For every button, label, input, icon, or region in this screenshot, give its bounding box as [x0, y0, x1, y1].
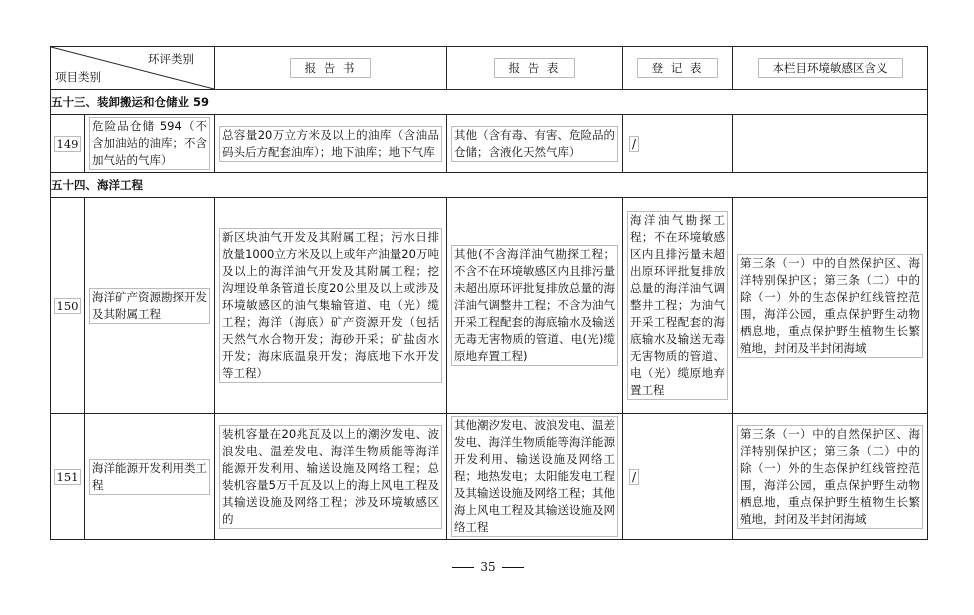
register-form-criteria: /: [623, 115, 733, 173]
report-form-criteria: 其他潮汐发电、波浪发电、温差发电、海洋生物质能等海洋能源开发利用、输送设施及网络工程；地热发电；太阳能发电工程及其输送设施及网络工程；其他海上风电工程及其输送设施及网络工程: [447, 414, 623, 540]
row-number: 150: [51, 198, 85, 414]
footer-dash-right: [502, 567, 524, 568]
environmental-assessment-table: [50, 46, 928, 540]
project-category: 海洋矿产资源勘探开发及其附属工程: [85, 198, 215, 414]
table-row: [51, 115, 928, 173]
section-title-row: [51, 173, 928, 198]
register-form-criteria: /: [623, 414, 733, 540]
report-book-criteria: 装机容量在20兆瓦及以上的潮汐发电、波浪发电、温差发电、海洋生物质能等海洋能源开发利用、输送设施及网络工程；总装机容量5万千瓦及以上的海上风电工程及其输送设施及网络工程；涉及环境敏感区的: [215, 414, 447, 540]
page-number: 35: [480, 560, 496, 574]
sensitive-area-definition: [733, 115, 928, 173]
footer-dash-left: [452, 567, 474, 568]
sensitive-area-definition: 第三条（一）中的自然保护区、海洋特别保护区；第三条（二）中的除（一）外的生态保护红线管控范围，海洋公园，重点保护野生动物栖息地，重点保护野生植物生长繁殖地，封闭及半封闭海域: [733, 414, 928, 540]
header-report-book: 报 告 书: [215, 47, 447, 90]
diagonal-header-cell: [51, 47, 215, 90]
section-title: 五十三、装卸搬运和仓储业 59: [51, 90, 928, 115]
row-number: 149: [51, 115, 85, 173]
assessment-category-label: 环评类别: [148, 52, 194, 66]
register-form-criteria: 海洋油气勘探工程；不在环境敏感区内且排污量未超出原环评批复排放总量的海洋油气调整井工程；为油气开采工程配套的海底输水及输送无毒无害物质的管道、电（光）缆原地弃置工程: [623, 198, 733, 414]
report-book-criteria: 总容量20万立方米及以上的油库（含油品码头后方配套油库）；地下油库；地下气库: [215, 115, 447, 173]
project-category: 海洋能源开发利用类工程: [85, 414, 215, 540]
sensitive-area-definition: 第三条（一）中的自然保护区、海洋特别保护区；第三条（二）中的除（一）外的生态保护红线管控范围，海洋公园，重点保护野生动物栖息地，重点保护野生植物生长繁殖地，封闭及半封闭海域: [733, 198, 928, 414]
section-title: 五十四、海洋工程: [51, 173, 928, 198]
table-row: [51, 414, 928, 540]
section-title-row: [51, 90, 928, 115]
header-row: [51, 47, 928, 90]
row-number: 151: [51, 414, 85, 540]
report-book-criteria: 新区块油气开发及其附属工程；污水日排放量1000立方米及以上或年产油量20万吨及以上的海洋油气开发及其附属工程；挖沟埋设单条管道长度20公里及以上或涉及环境敏感区的油气集输管道、电（光）缆工程；海洋（海底）矿产资源开发（包括天然气水合物开发；海砂开采；矿盐卤水开发；海床底温泉开发；海底地下水开发等工程）: [215, 198, 447, 414]
table-row: [51, 198, 928, 414]
report-form-criteria: 其他（含有毒、有害、危险品的仓储；含液化天然气库）: [447, 115, 623, 173]
page-footer: [452, 560, 524, 574]
project-category-label: 项目类别: [55, 70, 101, 84]
report-form-criteria: 其他(不含海洋油气勘探工程；不含不在环境敏感区内且排污量未超出原环评批复排放总量的海洋油气调整井工程；不含为油气开采工程配套的海底输水及输送无毒无害物质的管道、电(光)缆原地弃置工程): [447, 198, 623, 414]
header-register-form: 登 记 表: [623, 47, 733, 90]
header-sensitive-area: 本栏目环境敏感区含义: [733, 47, 928, 90]
header-report-form: 报 告 表: [447, 47, 623, 90]
project-category: 危险品仓储 594（不含加油站的油库；不含加气站的气库）: [85, 115, 215, 173]
